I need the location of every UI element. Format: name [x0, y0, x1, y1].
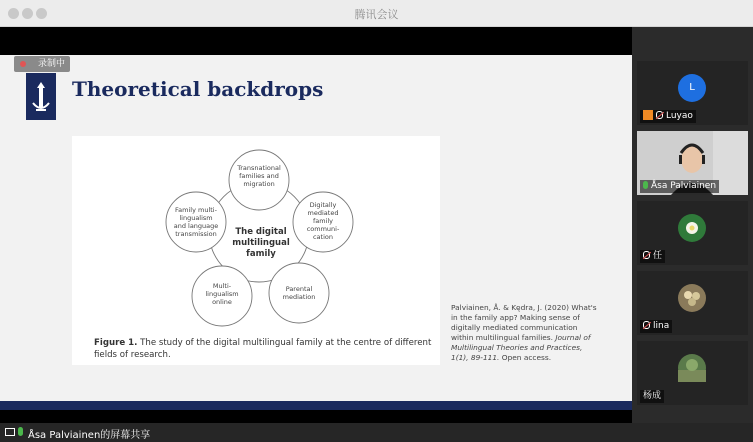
node-4-line-3: online	[212, 298, 232, 306]
participant-name: Luyao	[640, 110, 696, 123]
record-dot-icon	[20, 61, 26, 67]
participant-name: 杨成	[640, 390, 664, 403]
avatar: L	[678, 74, 706, 102]
participant-name: lina	[640, 320, 672, 333]
citation	[451, 303, 601, 363]
caption-label: Figure 1.	[94, 338, 138, 348]
citation-journal: Journal of Multilingual Theories and Practices, 1(1), 89-111.	[451, 333, 591, 362]
figure-node-4	[192, 266, 252, 326]
screen-share-label: Åsa Palviainen的屏幕共享	[28, 430, 151, 441]
participant-name: Åsa Palviainen	[640, 180, 719, 193]
figure-panel	[72, 136, 440, 365]
status-bar	[0, 423, 753, 442]
window-title: 腾讯会议	[354, 8, 399, 21]
participant-tile-luyao[interactable]	[637, 61, 748, 125]
node-5-line-1: Family multi-	[175, 206, 217, 214]
slide-footer-band	[0, 401, 632, 410]
participant-tile-ren[interactable]	[637, 201, 748, 265]
figure-node-1	[229, 150, 289, 210]
node-2-line-2: mediated	[307, 209, 339, 217]
participant-tile-asa[interactable]	[637, 131, 748, 195]
recording-indicator[interactable]	[14, 56, 70, 72]
node-2-line-1: Digitally	[309, 201, 337, 209]
university-logo	[26, 73, 56, 120]
mic-muted-icon	[643, 251, 650, 259]
node-5-line-4: transmission	[175, 230, 217, 238]
mic-active-icon	[643, 181, 648, 189]
figure-node-2	[293, 192, 353, 252]
center-line-3: family	[246, 249, 276, 259]
node-1-line-2: families and	[239, 172, 279, 180]
figure-caption	[94, 337, 434, 361]
node-4-line-1: Multi-	[212, 282, 232, 290]
avatar	[678, 284, 706, 312]
recording-label: 录制中	[38, 59, 66, 69]
node-1-line-3: migration	[243, 180, 275, 188]
node-4-line-2: lingualism	[205, 290, 239, 298]
figure-node-3	[269, 263, 329, 323]
window-titlebar	[0, 0, 753, 27]
participant-gallery[interactable]	[632, 27, 753, 423]
avatar	[678, 354, 706, 382]
mic-muted-icon	[656, 111, 663, 119]
center-line-2: multilingual	[232, 238, 290, 248]
mic-active-icon	[18, 427, 23, 436]
center-line-1: The digital	[235, 227, 287, 237]
node-2-line-5: cation	[312, 233, 334, 241]
citation-tail: Open access.	[499, 353, 552, 362]
participant-tile-lina[interactable]	[637, 271, 748, 335]
node-1-line-1: Transnational	[237, 164, 281, 172]
caption-text: The study of the digital multilingual family at the centre of different fields of research.	[94, 338, 432, 360]
node-2-line-3: family	[312, 217, 334, 225]
user-icon	[643, 110, 653, 120]
screen-share-icon	[5, 428, 15, 436]
participant-tile-yangcheng[interactable]	[637, 341, 748, 405]
participant-name: 任	[640, 250, 665, 263]
node-3-line-2: mediation	[282, 293, 316, 301]
figure-center-label	[232, 227, 290, 259]
node-2-line-4: communi-	[306, 225, 340, 233]
figure-node-5	[166, 192, 226, 252]
mic-muted-icon	[643, 321, 650, 329]
node-5-line-3: and language	[173, 222, 219, 230]
slide-title: Theoretical backdrops	[72, 77, 324, 101]
node-3-line-1: Parental	[285, 285, 313, 293]
avatar	[678, 214, 706, 242]
node-5-line-2: lingualism	[179, 214, 213, 222]
citation-text: Palviainen, Å. & Kędra, J. (2020) What's in the family app? Making sense of digitally mediated communication within multilingual families.	[451, 303, 597, 342]
